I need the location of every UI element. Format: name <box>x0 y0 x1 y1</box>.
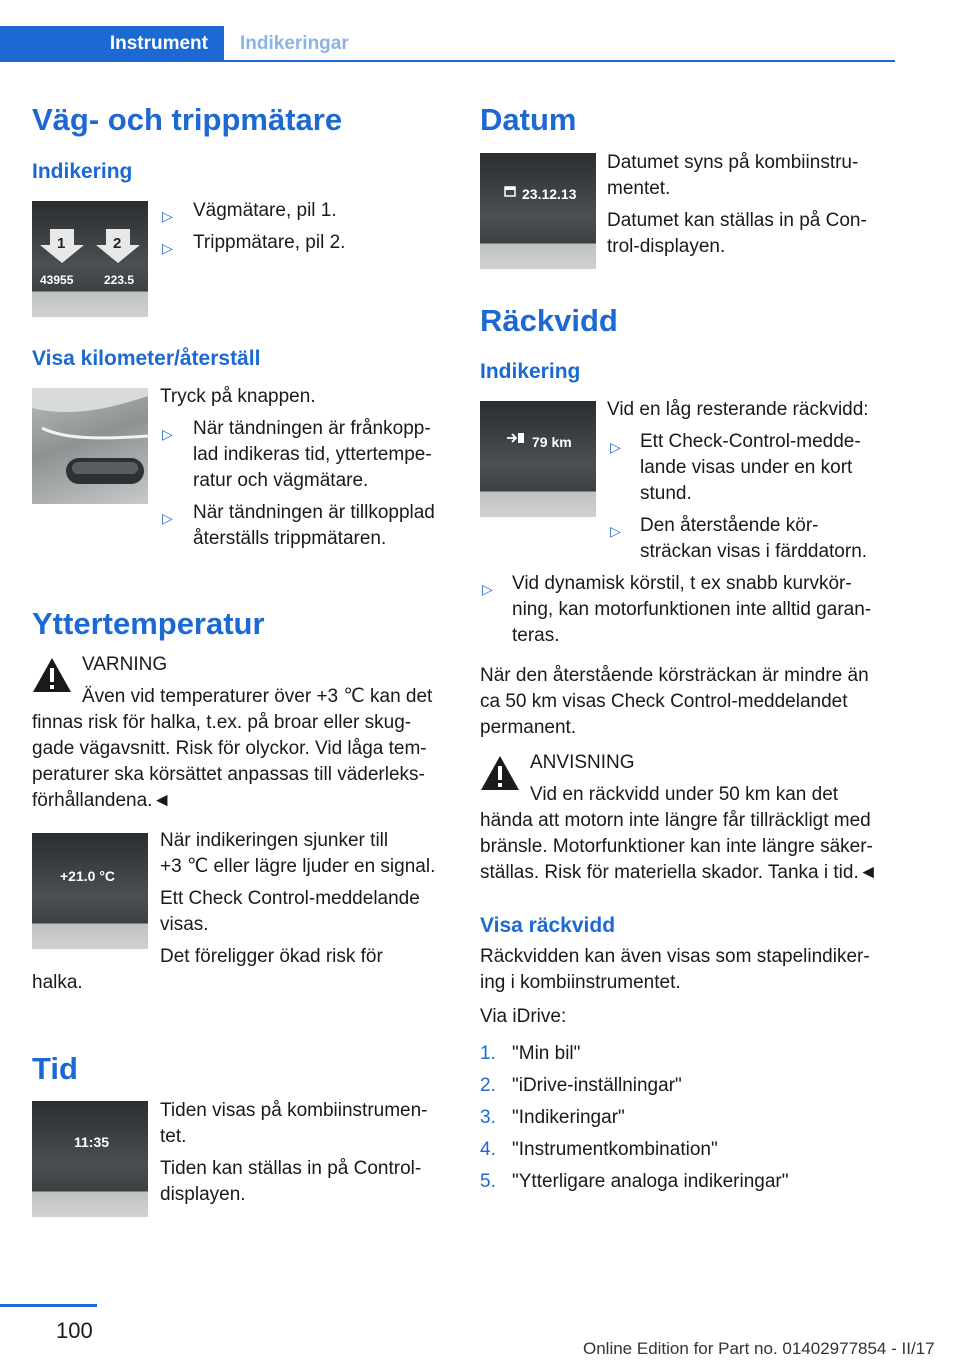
time-text: Tiden kan ställas in på Control- <box>160 1158 422 1179</box>
calendar-icon <box>504 185 516 197</box>
list-item: Vid dynamisk körstil, t ex snabb kurvkör‐ <box>512 573 852 594</box>
step-text: "Indikeringar" <box>512 1107 625 1128</box>
range-readout: 79 km <box>532 434 572 450</box>
bullet-icon: ▷ <box>162 208 173 224</box>
step-number: 2. <box>480 1075 496 1096</box>
list-item: När tändningen är frånkopp‐ <box>193 418 431 439</box>
list-item-cont: sträckan visas i färddatorn. <box>640 541 868 562</box>
tab-instrument[interactable]: Instrument <box>0 26 224 62</box>
time-readout: 11:35 <box>74 1134 110 1150</box>
range-paragraph: ca 50 km visas Check Control-meddelandet <box>480 691 848 712</box>
list-item-cont: teras. <box>512 625 560 646</box>
time-text: Tiden visas på kombiinstrumen‐ <box>160 1100 428 1121</box>
bullet-icon: ▷ <box>162 240 173 256</box>
date-readout: 23.12.13 <box>522 186 577 202</box>
list-item-cont: lad indikeras tid, yttertempe‐ <box>193 444 432 465</box>
date-text: Datumet kan ställas in på Con‐ <box>607 210 867 231</box>
date-image <box>480 153 596 269</box>
range-paragraph: permanent. <box>480 717 577 738</box>
step-text: "Ytterligare analoga indikeringar" <box>512 1171 789 1192</box>
notice-line: Vid en räckvidd under 50 km kan det <box>530 784 839 805</box>
list-item-cont: ratur och vägmätare. <box>193 470 369 491</box>
subtitle-indikering: Indikering <box>32 160 133 183</box>
subtitle-visa-rackvidd: Visa räckvidd <box>480 914 616 937</box>
trip-value: 223.5 <box>104 273 135 287</box>
notice-icon <box>480 754 520 792</box>
time-text: displayen. <box>160 1184 246 1205</box>
temp-text: halka. <box>32 972 83 993</box>
section-title-outside-temp: Yttertemperatur <box>32 606 265 641</box>
list-item-cont: återställs trippmätaren. <box>193 528 387 549</box>
section-title-date: Datum <box>480 102 577 137</box>
notice-line: bränsle. Motorfunktioner kan inte längre säker‐ <box>480 836 873 857</box>
reset-button-image <box>32 388 148 504</box>
temp-text: visas. <box>160 914 209 935</box>
arrow-icons <box>32 201 148 317</box>
warning-line: peraturer ska körsättet anpassas till väderleks‐ <box>32 764 425 785</box>
step-number: 3. <box>480 1107 496 1128</box>
section-title-time: Tid <box>32 1051 78 1086</box>
warning-line: gade vägavsnitt. Risk för olyckor. Vid låga tem‐ <box>32 738 427 759</box>
show-range-text: Räckvidden kan även visas som stapelindiker‐ <box>480 946 870 967</box>
footer-bar <box>0 1304 97 1307</box>
range-image <box>480 401 596 517</box>
bullet-icon: ▷ <box>162 426 173 442</box>
list-item: Ett Check-Control-medde‐ <box>640 431 861 452</box>
odometer-image <box>32 201 148 317</box>
list-item-cont: ning, kan motorfunktionen inte alltid garan‐ <box>512 599 872 620</box>
reset-intro: Tryck på knappen. <box>160 386 316 407</box>
warning-icon <box>32 656 72 694</box>
list-item: Den återstående kör‐ <box>640 515 819 536</box>
subtitle-visa-kilometer: Visa kilometer/återställ <box>32 347 261 370</box>
via-idrive: Via iDrive: <box>480 1006 567 1027</box>
fuel-range-icon <box>506 431 526 445</box>
list-item: När tändningen är tillkopplad <box>193 502 435 523</box>
page-number: 100 <box>56 1318 93 1343</box>
outside-temp-image <box>32 833 148 949</box>
list-item: Vägmätare, pil 1. <box>193 200 337 221</box>
date-text: Datumet syns på kombiinstru‐ <box>607 152 859 173</box>
warning-line: förhållandena.◄ <box>32 790 172 811</box>
section-title-range: Räckvidd <box>480 303 618 338</box>
time-text: tet. <box>160 1126 187 1147</box>
step-text: "iDrive-inställningar" <box>512 1075 682 1096</box>
warning-label: VARNING <box>82 654 168 675</box>
temp-text: Ett Check Control-meddelande <box>160 888 420 909</box>
bullet-icon: ▷ <box>482 581 493 597</box>
notice-line: ställas. Risk för materiella skador. Tanka i tid.◄ <box>480 862 878 883</box>
section-title-odometer: Väg- och trippmätare <box>32 102 343 137</box>
temp-text: Det föreligger ökad risk för <box>160 946 383 967</box>
warning-line: Även vid temperaturer över +3 ℃ kan det <box>82 686 433 707</box>
step-text: "Min bil" <box>512 1043 581 1064</box>
tab-indikeringar[interactable]: Indikeringar <box>240 33 349 54</box>
notice-label: ANVISNING <box>530 752 635 773</box>
notice-line: hända att motorn inte längre får tillräckligt med <box>480 810 871 831</box>
arrow-1-label: 1 <box>57 235 66 252</box>
header-rule <box>224 60 895 62</box>
list-item: Trippmätare, pil 2. <box>193 232 346 253</box>
bullet-icon: ▷ <box>610 523 621 539</box>
step-number: 5. <box>480 1171 496 1192</box>
range-intro: Vid en låg resterande räckvidd: <box>607 399 869 420</box>
date-text: trol-displayen. <box>607 236 726 257</box>
temp-text: +3 ℃ eller lägre ljuder en signal. <box>160 856 436 877</box>
edition-text: Online Edition for Part no. 01402977854 - II/17 <box>583 1339 935 1358</box>
bullet-icon: ▷ <box>162 510 173 526</box>
list-item-cont: lande visas under en kort <box>640 457 853 478</box>
temp-readout: +21.0 °C <box>60 868 116 884</box>
temp-text: När indikeringen sjunker till <box>160 830 389 851</box>
range-paragraph: När den återstående körsträckan är mindre än <box>480 665 869 686</box>
date-text: mentet. <box>607 178 671 199</box>
subtitle-indikering: Indikering <box>480 360 581 383</box>
time-image <box>32 1101 148 1217</box>
odometer-value: 43955 <box>40 273 74 287</box>
arrow-2-label: 2 <box>113 235 122 252</box>
step-number: 1. <box>480 1043 496 1064</box>
step-number: 4. <box>480 1139 496 1160</box>
reset-knob-icon <box>32 388 148 504</box>
show-range-text: ing i kombiinstrumentet. <box>480 972 681 993</box>
bullet-icon: ▷ <box>610 439 621 455</box>
list-item-cont: stund. <box>640 483 692 504</box>
warning-line: finnas risk för halka, t.ex. på broar eller skug‐ <box>32 712 412 733</box>
step-text: "Instrumentkombination" <box>512 1139 718 1160</box>
